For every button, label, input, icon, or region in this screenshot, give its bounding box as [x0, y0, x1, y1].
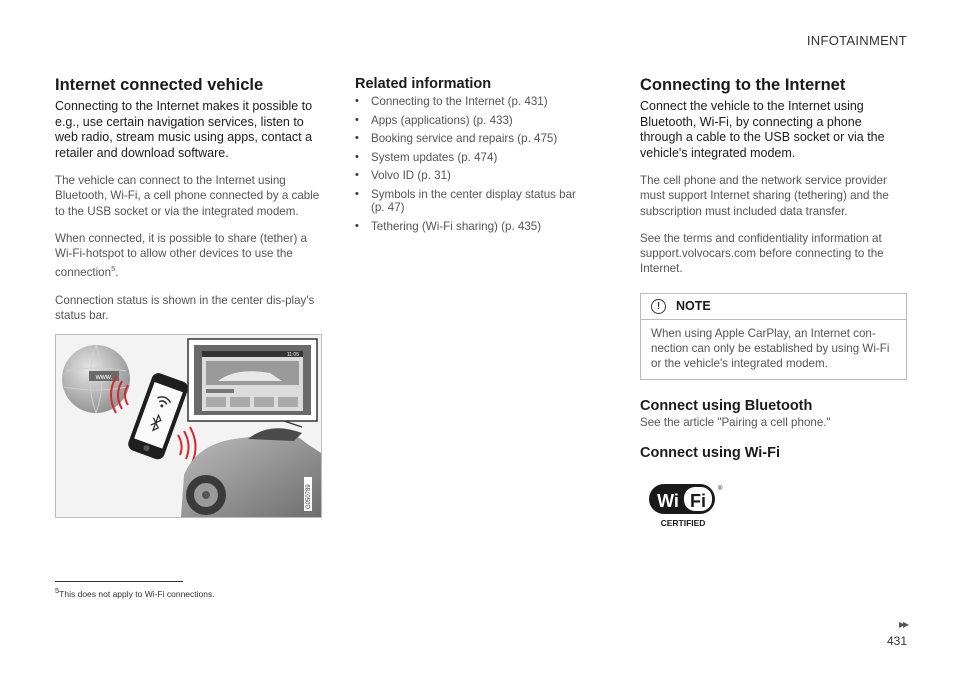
list-bullet: • — [355, 150, 359, 163]
related-link-connecting-internet[interactable] — [355, 95, 587, 109]
related-link-booking-service[interactable] — [355, 132, 587, 146]
footnote-number: 5 — [55, 586, 60, 595]
tethering-text-end: . — [115, 266, 119, 280]
illustration-svg — [56, 335, 321, 517]
body-paragraph-terms: See the terms and confidentiality information at support.volvocars.com before connecting to the Internet. — [640, 231, 884, 276]
wifi-section — [640, 445, 907, 535]
internet-connection-illustration — [55, 334, 322, 518]
bluetooth-text: See the article "Pairing a cell phone." — [640, 415, 831, 429]
link-text: Apps (applications) (p. 433) — [371, 113, 513, 127]
screen-time-label: 11:05 — [286, 352, 299, 359]
section-title: Related information — [355, 76, 492, 92]
wifi-logo-caption: CERTIFIED — [660, 517, 706, 528]
list-bullet: • — [355, 187, 359, 200]
next-page-arrows-icon[interactable]: ▸▸ — [898, 617, 907, 631]
related-link-apps[interactable] — [355, 114, 587, 128]
note-box — [640, 293, 907, 380]
related-link-volvo-id[interactable] — [355, 169, 587, 183]
subsection-title: Connect using Bluetooth — [640, 397, 813, 414]
globe-www-label: www. — [95, 374, 113, 382]
info-icon: ! — [651, 299, 666, 314]
list-bullet: • — [355, 219, 359, 232]
link-text: Connecting to the Internet (p. 431) — [371, 95, 548, 108]
image-code-label — [304, 477, 312, 511]
center-display-inset — [188, 339, 317, 421]
list-bullet: • — [355, 169, 359, 181]
lead-paragraph: Connect the vehicle to the Internet using Bluetooth, Wi-Fi, by connecting a phone through a cable to the USB socket or via the vehicle's integrated modem. — [640, 99, 885, 160]
list-bullet: • — [355, 132, 359, 144]
link-text: Tethering (Wi-Fi sharing) (p. 435) — [371, 219, 542, 233]
list-bullet: • — [355, 113, 359, 126]
related-link-system-updates[interactable] — [355, 151, 587, 165]
column-internet-connected-vehicle — [55, 76, 322, 518]
footnote-divider — [55, 581, 183, 582]
note-title: NOTE — [676, 299, 711, 314]
svg-text:G050789: G050789 — [306, 484, 312, 510]
column-connecting-to-internet — [640, 76, 907, 535]
footnote-text: This does not apply to Wi-Fi connections. — [59, 588, 215, 599]
wifi-certified-logo — [648, 482, 907, 535]
page-number: 431 — [886, 634, 907, 648]
footnote-ref[interactable]: 5 — [111, 264, 116, 274]
section-title: Internet connected vehicle — [55, 76, 264, 94]
column-related-information — [355, 76, 587, 238]
link-text: Volvo ID (p. 31) — [371, 169, 451, 182]
link-text: Symbols in the center display status bar (p. 47) — [371, 187, 576, 214]
subsection-title: Connect using Wi-Fi — [640, 444, 781, 461]
wifi-logo-fi: Fi — [690, 490, 706, 511]
registered-mark: ® — [718, 485, 723, 492]
related-link-tethering[interactable] — [355, 220, 587, 234]
lead-paragraph: Connecting to the Internet makes it possible to e.g., use certain navigation services, listen to web radio, stream music using apps, contact a retailer and download software. — [55, 99, 313, 160]
chapter-header: INFOTAINMENT — [806, 33, 907, 48]
list-bullet: • — [355, 95, 359, 107]
link-text: Booking service and repairs (p. 475) — [371, 132, 558, 145]
note-header — [641, 294, 906, 320]
tethering-text: When connected, it is possible to share (tether) a Wi-Fi-hotspot to allow other devices to use the connection — [55, 231, 307, 280]
section-title: Connecting to the Internet — [640, 76, 846, 94]
bluetooth-section — [640, 398, 907, 430]
related-link-status-bar-symbols[interactable] — [355, 188, 587, 215]
body-paragraph: The vehicle can connect to the Internet using Bluetooth, Wi-Fi, a cell phone connected by a cable to the USB socket or via the integrated modem. — [55, 174, 320, 218]
wifi-logo-wi: Wi — [657, 490, 679, 511]
footnote — [55, 586, 215, 599]
body-paragraph-tethering — [55, 231, 322, 281]
note-text: When using Apple CarPlay, an Internet con-nection can only be established by using Wi-Fi or the vehicle's integrated modem. — [651, 326, 890, 371]
body-paragraph-status: Connection status is shown in the center dis-play's status bar. — [55, 293, 315, 322]
related-links-list — [355, 95, 587, 233]
body-paragraph: The cell phone and the network service provider must support Internet sharing (tethering) and the subscription must included data transfer. — [640, 174, 889, 218]
link-text: System updates (p. 474) — [371, 150, 498, 164]
